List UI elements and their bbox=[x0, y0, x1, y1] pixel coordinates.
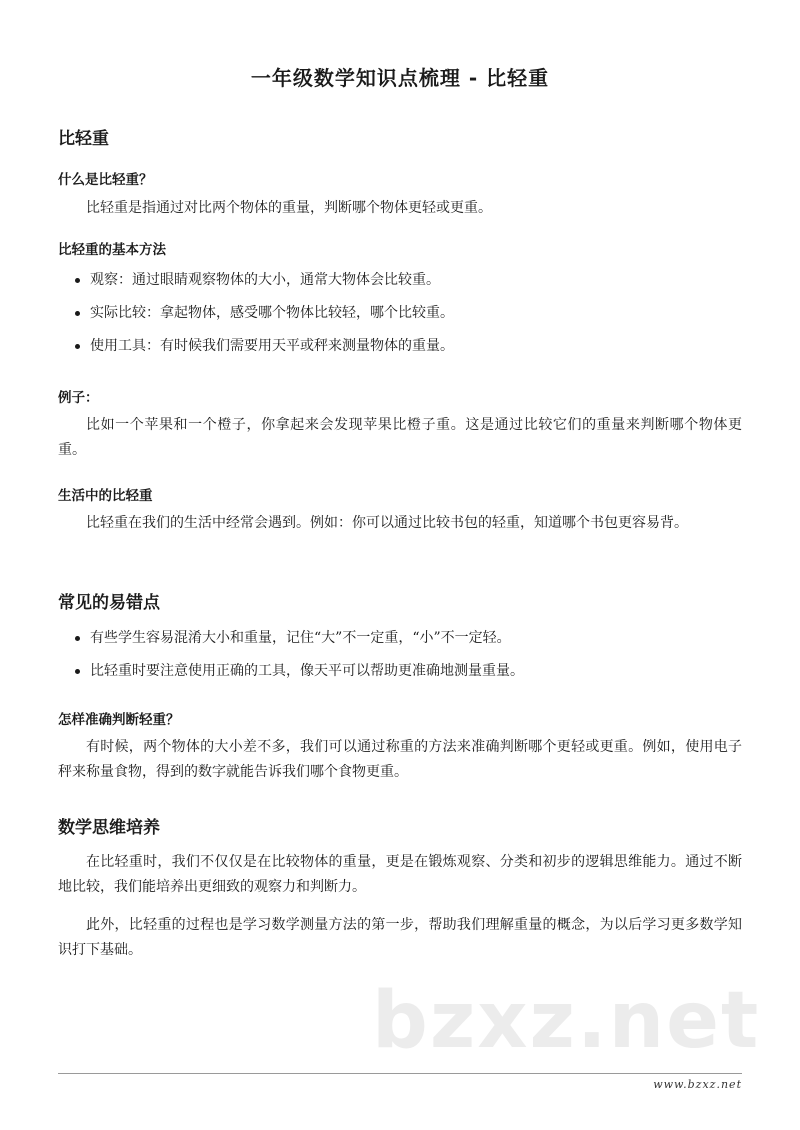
bullet-icon bbox=[75, 311, 80, 316]
list-item: 使用工具：有时候我们需要用天平或秤来测量物体的重量。 bbox=[58, 336, 742, 369]
subheading-in-life: 生活中的比轻重 bbox=[58, 488, 153, 504]
list-item: 观察：通过眼睛观察物体的大小，通常大物体会比较重。 bbox=[58, 270, 742, 303]
paragraph-accurate-judging: 有时候，两个物体的大小差不多，我们可以通过称重的方法来准确判断哪个更轻或更重。例如，使用电子秤来称量食物，得到的数字就能告诉我们哪个食物更重。 bbox=[58, 739, 742, 780]
section-heading-common-mistakes: 常见的易错点 bbox=[58, 593, 160, 613]
mistakes-list bbox=[58, 628, 742, 694]
subheading-example: 例子： bbox=[58, 390, 99, 406]
footer-divider bbox=[58, 1073, 742, 1074]
subheading-what-is: 什么是比轻重？ bbox=[58, 172, 153, 188]
list-item: 有些学生容易混淆大小和重量，记住“大”不一定重，“小”不一定轻。 bbox=[58, 628, 742, 661]
document-title: 一年级数学知识点梳理 - 比轻重 bbox=[250, 66, 550, 90]
paragraph-what-is: 比轻重是指通过对比两个物体的重量，判断哪个物体更轻或更重。 bbox=[86, 200, 492, 216]
bullet-icon bbox=[75, 278, 80, 283]
paragraph-math-thinking-2: 此外，比轻重的过程也是学习数学测量方法的第一步，帮助我们理解重量的概念，为以后学习更多数学知识打下基础。 bbox=[58, 917, 742, 958]
footer-url: www.bzxz.net bbox=[653, 1078, 742, 1091]
section-heading-bi-qing-zhong: 比轻重 bbox=[58, 129, 109, 149]
methods-list bbox=[58, 270, 742, 369]
paragraph-in-life: 比轻重在我们的生活中经常会遇到。例如：你可以通过比较书包的轻重，知道哪个书包更容易背。 bbox=[86, 515, 688, 531]
watermark-logo: bzxz.net bbox=[372, 976, 761, 1066]
bullet-icon bbox=[75, 669, 80, 674]
list-item: 比轻重时要注意使用正确的工具，像天平可以帮助更准确地测量重量。 bbox=[58, 661, 742, 694]
paragraph-example: 比如一个苹果和一个橙子，你拿起来会发现苹果比橙子重。这是通过比较它们的重量来判断哪个物体更重。 bbox=[58, 417, 742, 458]
subheading-basic-methods: 比轻重的基本方法 bbox=[58, 242, 166, 258]
paragraph-math-thinking-1: 在比轻重时，我们不仅仅是在比较物体的重量，更是在锻炼观察、分类和初步的逻辑思维能力。通过不断地比较，我们能培养出更细致的观察力和判断力。 bbox=[58, 854, 742, 895]
section-heading-math-thinking: 数学思维培养 bbox=[58, 818, 160, 838]
bullet-icon bbox=[75, 344, 80, 349]
subheading-accurate-judging: 怎样准确判断轻重？ bbox=[58, 712, 180, 728]
list-item: 实际比较：拿起物体，感受哪个物体比较轻，哪个比较重。 bbox=[58, 303, 742, 336]
bullet-icon bbox=[75, 636, 80, 641]
